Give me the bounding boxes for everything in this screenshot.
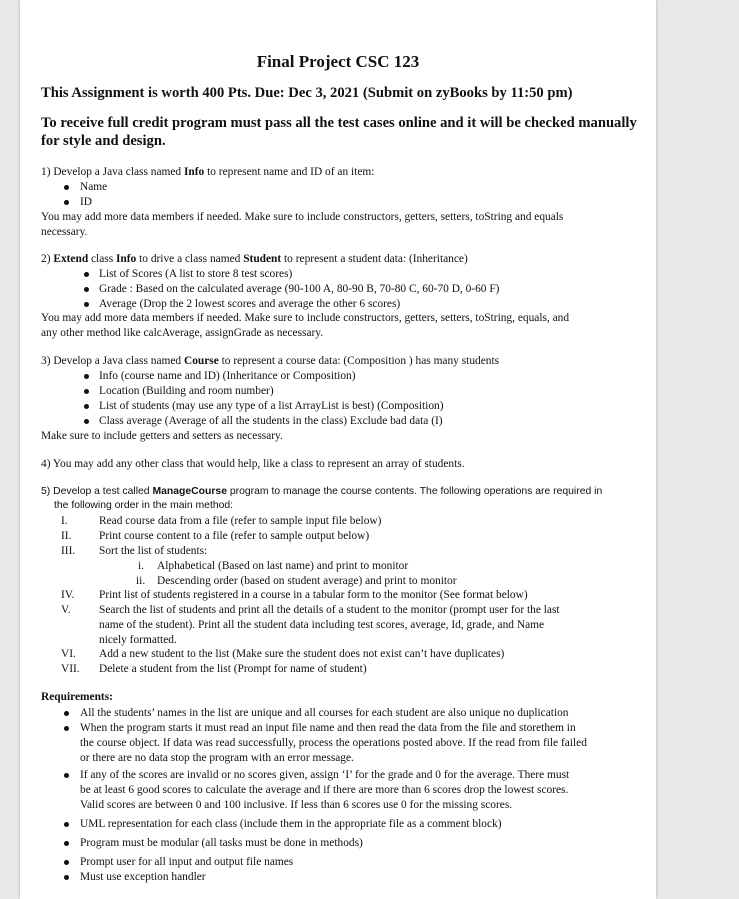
section-1-intro-text: 1) Develop a Java class named [41, 166, 184, 178]
section-2-intro [41, 252, 468, 267]
section-3-bullet: List of students (may use any type of a list ArrayList is best) (Composition) [99, 400, 444, 412]
section-2-bullet: Grade : Based on the calculated average (90-100 A, 80-90 B, 70-80 C, 60-70 D, 0-60 F) [99, 283, 500, 295]
section-3-bullet: Location (Building and room number) [99, 385, 274, 397]
bullet-icon [64, 841, 69, 846]
requirement-item: If any of the scores are invalid or no scores given, assign ‘I’ for the grade and 0 for the average. There must [80, 769, 570, 781]
course-class-name: Course [183, 355, 219, 367]
roman-numeral: III. [61, 545, 76, 557]
section-1-note: You may add more data members if needed. Make sure to include constructors, getters, setters, toString and equals [41, 211, 564, 223]
operation-item: Print list of students registered in a course in a tabular form to the monitor (See format below) [99, 589, 528, 601]
bullet-icon [84, 302, 89, 307]
bullet-icon [84, 404, 89, 409]
bullet-icon [64, 726, 69, 731]
operation-item-cont: nicely formatted. [99, 634, 177, 646]
credit-heading: To receive full credit program must pass all the test cases online and it will be checked manually for style and design. [41, 115, 637, 149]
bullet-icon [64, 860, 69, 865]
operation-item: Search the list of students and print all the details of a student to the monitor (prompt user for the last [99, 604, 560, 616]
bullet-icon [64, 711, 69, 716]
operation-item-cont: name of the student). Print all the student data including test scores, average, Id, grade, and Name [99, 619, 545, 631]
requirements-heading: Requirements: [41, 691, 113, 703]
roman-numeral: IV. [61, 589, 75, 601]
section-2-bullet: List of Scores (A list to store 8 test scores) [99, 268, 293, 280]
section-1-intro-text-end: to represent name and ID of an item: [204, 166, 375, 178]
bullet-icon [84, 272, 89, 277]
section-5-text: 5) Develop a test called [41, 486, 153, 497]
document-page [20, 0, 656, 899]
section-2-bullet: Average (Drop the 2 lowest scores and average the other 6 scores) [99, 298, 401, 310]
operation-item: Delete a student from the list (Prompt for name of student) [99, 663, 367, 675]
section-3-bullet: Info (course name and ID) (Inheritance or Composition) [99, 370, 356, 382]
sub-numeral: ii. [136, 575, 146, 587]
section-1-intro [41, 165, 374, 180]
requirement-item-cont: the course object. If data was read successfully, process the operations posted above. If the read from file failed [80, 737, 587, 749]
sort-option: Descending order (based on student average) and print to monitor [157, 575, 457, 587]
bullet-icon [64, 773, 69, 778]
requirement-item: All the students’ names in the list are unique and all courses for each student are also unique no duplication [80, 707, 569, 719]
requirement-item-cont: be at least 6 good scores to calculate the average and if there are more than 6 scores drop the lowest scores. [80, 784, 569, 796]
requirement-item-cont: Valid scores are between 0 and 100 inclusive. If less than 6 scores use 0 for the missing scores. [80, 799, 513, 811]
bullet-icon [64, 185, 69, 190]
document-title: Final Project CSC 123 [256, 52, 420, 71]
assignment-heading: This Assignment is worth 400 Pts. Due: Dec 3, 2021 (Submit on zyBooks by 11:50 pm) [41, 85, 573, 101]
bullet-icon [64, 200, 69, 205]
requirement-item: When the program starts it must read an input file name and then read the data from the file and storethem in [80, 722, 576, 734]
section-2-note: You may add more data members if needed. Make sure to include constructors, getters, setters, toString, equals, and [41, 312, 570, 324]
roman-numeral: I. [61, 515, 68, 527]
bullet-icon [64, 822, 69, 827]
info-class-name: Info [183, 166, 205, 178]
extend-keyword: Extend [53, 253, 89, 265]
info-class-name: Info [116, 253, 137, 265]
bullet-icon [64, 875, 69, 880]
section-2-text: 2) [41, 253, 54, 265]
section-2-text: to drive a class named [136, 253, 244, 265]
operation-item: Add a new student to the list (Make sure the student does not exist can’t have duplicates) [99, 648, 505, 660]
roman-numeral: II. [61, 530, 72, 542]
roman-numeral: VII. [61, 663, 80, 675]
requirement-item: Prompt user for all input and output file names [80, 856, 294, 868]
managecourse-name: ManageCourse [152, 486, 227, 497]
section-2-text: to represent a student data: (Inheritance) [281, 253, 468, 265]
section-2-note: any other method like calcAverage, assignGrade as necessary. [41, 327, 324, 339]
student-class-name: Student [243, 253, 282, 265]
bullet-icon [84, 374, 89, 379]
bullet-icon [84, 287, 89, 292]
sort-option: Alphabetical (Based on last name) and print to monitor [157, 560, 409, 572]
sub-numeral: i. [138, 560, 145, 572]
section-5-intro-line2: the following order in the main method: [54, 500, 234, 511]
operation-item: Read course data from a file (refer to sample input file below) [99, 515, 382, 527]
requirement-item: Must use exception handler [80, 871, 206, 883]
section-4-text: 4) You may add any other class that would help, like a class to represent an array of students. [41, 458, 465, 470]
section-3-note: Make sure to include getters and setters as necessary. [41, 430, 283, 442]
bullet-icon [84, 419, 89, 424]
requirement-item: Program must be modular (all tasks must be done in methods) [80, 837, 363, 849]
section-3-text: 3) Develop a Java class named [41, 355, 184, 367]
section-2-text: class [88, 253, 116, 265]
requirement-item-cont: or there are no data stop the program with an error message. [80, 752, 354, 764]
roman-numeral: VI. [61, 648, 76, 660]
section-1-bullet: ID [80, 196, 93, 208]
operation-item: Sort the list of students: [99, 545, 208, 557]
section-5-text: program to manage the course contents. The following operations are required in [226, 486, 603, 497]
requirement-item: UML representation for each class (include them in the appropriate file as a comment block) [80, 818, 502, 830]
section-3-text: to represent a course data: (Composition ) has many students [218, 355, 500, 367]
roman-numeral: V. [61, 604, 71, 616]
section-1-bullet: Name [80, 181, 108, 193]
section-3-intro [41, 354, 499, 369]
bullet-icon [84, 389, 89, 394]
operation-item: Print course content to a file (refer to sample output below) [99, 530, 370, 542]
section-3-bullet: Class average (Average of all the students in the class) Exclude bad data (I) [99, 415, 443, 427]
section-1-note: necessary. [41, 226, 88, 238]
section-5-intro [41, 486, 602, 497]
